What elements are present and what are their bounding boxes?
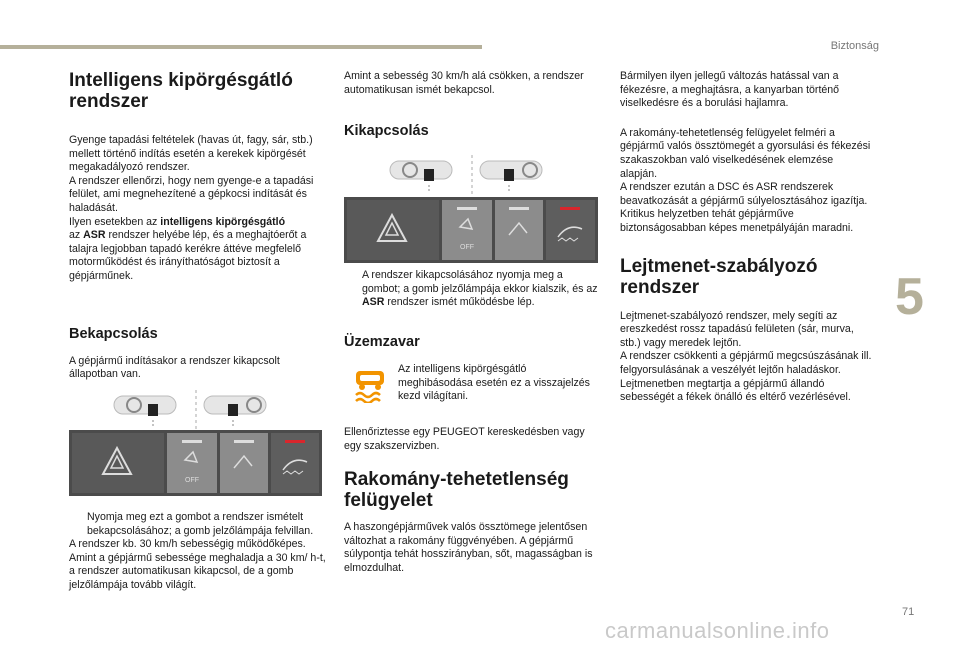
malfunction-after: Ellenőriztesse egy PEUGEOT kereskedésben vagy egy szakszervizben.	[344, 426, 585, 452]
load-text: A haszongépjárművek valós össztömege jelentősen változhat a rakomány függvényében. A gépjármű súlypontja tehát hosszirányban, sőt, magasságban is elmozdulhat.	[344, 521, 593, 574]
heading-activation: Bekapcsolás	[69, 325, 158, 342]
bullet-mark	[69, 511, 87, 538]
intro-paragraph-1: Gyenge tapadási feltételek (havas út, fagy, sár, stb.) mellett történő indítás esetén a kerekek kipörgését megakadályozó rendszer.	[69, 134, 313, 174]
activation-after-2: Amint a gépjármű sebessége meghaladja a 30 km/ h-t, a rendszer automatikusan kikapcsol, de a gomb jelzőlámpája tovább világít.	[69, 551, 326, 591]
activation-after-1: A rendszer kb. 30 km/h sebességig működőképes.	[69, 538, 306, 551]
steering-wheel-illustration-2	[388, 155, 558, 195]
esp-off-label-2: OFF	[460, 244, 474, 251]
speed-reactivate-text: Amint a sebesség 30 km/h alá csökken, a rendszer automatikusan ismét bekapcsol.	[344, 70, 584, 96]
page-number: 71	[902, 606, 915, 618]
heading-intelligent-traction: Intelligens kipörgésgátló rendszer	[69, 70, 293, 112]
button-panel-activation	[69, 430, 322, 496]
column-1-bottom	[69, 511, 327, 593]
activation-bullet: Nyomja meg ezt a gombot a rendszer ismételt bekapcsolásához; a gomb jelzőlámpája felvillan.	[69, 511, 327, 538]
heading-deactivation: Kikapcsolás	[344, 123, 429, 140]
activation-text: A gépjármű indításakor a rendszer kikapcsolt állapotban van.	[69, 354, 280, 381]
intro-paragraph-3: Ilyen esetekben az intelligens kipörgésgátló az ASR rendszer helyébe lép, és a meghajtóerőt a talajra legjobban tapadó kerékre áttéve megfelelő motorműködést és irányíthatóságot biztosít a gépjárműnek.	[69, 215, 307, 282]
column-2-bottom	[344, 426, 602, 576]
watermark: carmanualsonline.info	[605, 618, 830, 643]
hill-text-2: A rendszer csökkenti a gépjármű megcsúszásának ill. felgyorsulásának a veszélyét lejtőn haladáskor. Lejtmenetben megtartja a gépjármű állandó sebességét a fékek önálló és eltérő vezérlésével.	[620, 350, 872, 404]
header-rule	[0, 45, 482, 49]
section-title: Biztonság	[830, 40, 879, 52]
load-assess-text: A rakomány-tehetetlenség felügyelet felméri a gépjármű valós össztömegét a gyorsulási és fékezési szakaszokban való viselkedésének elemzése alapján.	[620, 126, 871, 180]
intro-paragraph-2: A rendszer ellenőrzi, hogy nem gyenge-e a tapadási felület, ami megnehezítené a gépkocsi indítását és haladását.	[69, 174, 314, 214]
heading-malfunction: Üzemzavar	[344, 333, 420, 350]
steering-wheel-illustration	[112, 390, 282, 430]
hill-text-1: Lejtmenet-szabályozó rendszer, mely segíti az ereszkedést rossz tapadású felületen (sár, murva, stb.) vagy meredek lejtőn.	[620, 309, 854, 349]
load-effects-text: Bármilyen ilyen jellegű változás hatással van a fékezésre, a meghajtásra, a kanyarban történő viselkedésre és a borulási hajlamra.	[620, 70, 840, 110]
column-2	[344, 70, 602, 140]
deactivation-bullet: A rendszer kikapcsolásához nyomja meg a gombot; a gomb jelzőlámpája ekkor kialszik, és az ASR rendszer ismét működésbe lép.	[362, 269, 598, 309]
button-panel-deactivation	[344, 197, 598, 263]
traction-warning-icon	[352, 367, 388, 403]
chapter-number: 5	[895, 268, 924, 326]
column-1	[69, 70, 325, 382]
column-3	[620, 70, 872, 405]
column-2-middle	[344, 269, 602, 351]
malfunction-text: Az intelligens kipörgésgátló meghibásodása esetén ez a visszajelzés kezd világítani.	[398, 363, 590, 403]
load-adapt-text: A rendszer ezután a DSC és ASR rendszerek beavatkozását a gépjármű súlyelosztásához igazítja. Kritikus helyzetben tehát gépjárműve biztonságosabban képes menetpályáján maradni.	[620, 181, 868, 234]
heading-load-inertia: Rakomány-tehetetlenség felügyelet	[344, 469, 569, 512]
heading-hill-descent: Lejtmenet-szabályozó rendszer	[620, 255, 818, 298]
esp-off-label: OFF	[185, 477, 199, 484]
